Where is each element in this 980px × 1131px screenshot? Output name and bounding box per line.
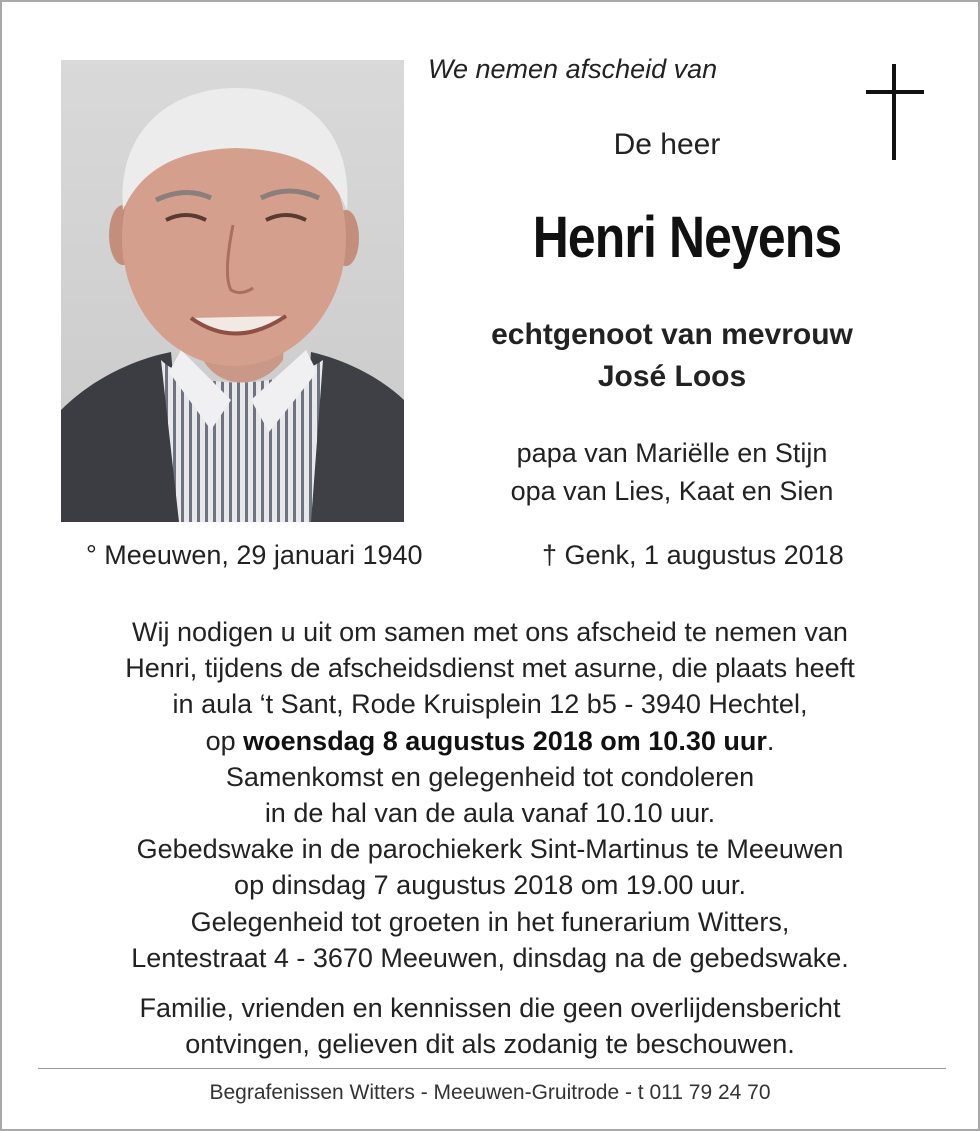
service-datetime: woensdag 8 augustus 2018 om 10.30 uur: [243, 725, 767, 756]
invitation-line: Lentestraat 4 - 3670 Meeuwen, dinsdag na de gebedswake.: [131, 942, 849, 973]
children-line: papa van Mariëlle en Stijn: [516, 438, 828, 468]
service-datetime-line: [22, 723, 958, 759]
portrait-photo: [61, 60, 404, 522]
closing-line: ontvingen, gelieven dit als zodanig te beschouwen.: [185, 1029, 795, 1060]
spouse-line-1: echtgenoot van mevrouw: [491, 318, 853, 351]
family-block: [422, 434, 922, 510]
funeral-home-footer: Begrafenissen Witters - Meeuwen-Gruitrode - t 011 79 24 70: [209, 1081, 771, 1104]
service-prefix: op: [205, 725, 244, 756]
service-suffix: .: [766, 725, 775, 756]
grandchildren-line: opa van Lies, Kaat en Sien: [510, 476, 834, 506]
closing-text: [22, 990, 958, 1062]
invitation-line: Gelegenheid tot groeten in het funerarium Witters,: [190, 906, 790, 937]
intro-text: We nemen afscheid van: [428, 54, 718, 84]
invitation-line: in aula ‘t Sant, Rode Kruisplein 12 b5 - 3940 Hechtel,: [172, 689, 808, 720]
invitation-line: in de hal van de aula vanaf 10.10 uur.: [264, 798, 716, 829]
portrait-illustration: [61, 60, 404, 522]
invitation-text: [22, 614, 958, 976]
cross-icon: [866, 64, 924, 160]
invitation-line: Samenkomst en gelegenheid tot condoleren: [225, 761, 755, 792]
invitation-line: Henri, tijdens de afscheidsdienst met asurne, die plaats heeft: [125, 653, 855, 684]
footer-divider: [38, 1068, 946, 1069]
invitation-line: Wij nodigen u uit om samen met ons afscheid te nemen van: [132, 617, 848, 647]
deceased-name: Henri Neyens: [532, 205, 842, 270]
salutation: De heer: [613, 128, 721, 161]
closing-line: Familie, vrienden en kennissen die geen overlijdensbericht: [139, 993, 841, 1023]
spouse-block: [422, 314, 922, 398]
birth-date: ° Meeuwen, 29 januari 1940: [86, 540, 423, 570]
invitation-line: Gebedswake in de parochiekerk Sint-Martinus te Meeuwen: [136, 834, 844, 865]
spouse-line-2: José Loos: [597, 360, 747, 393]
invitation-line: op dinsdag 7 augustus 2018 om 19.00 uur.: [234, 870, 746, 901]
death-date: † Genk, 1 augustus 2018: [542, 540, 844, 570]
